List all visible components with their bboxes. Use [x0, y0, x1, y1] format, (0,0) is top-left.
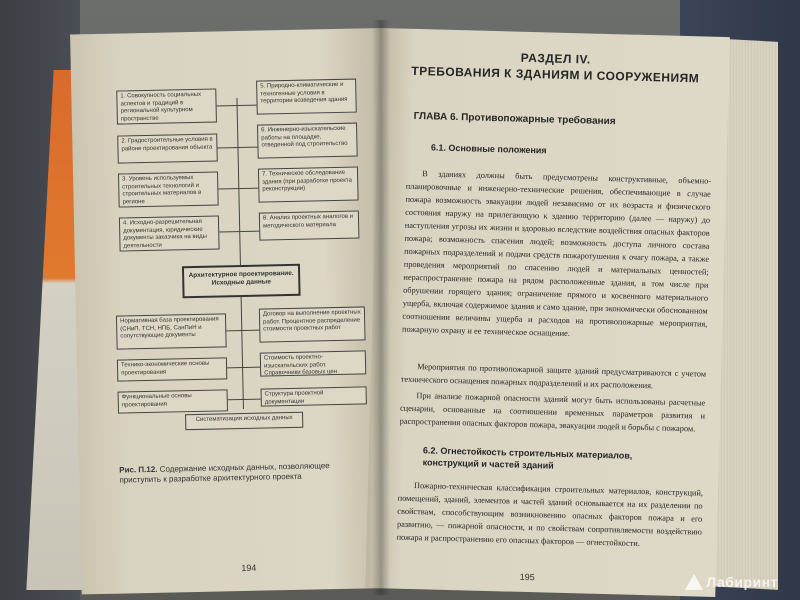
left-page [70, 28, 394, 594]
diagram-box: 4. Исходно-разрешительная документация, юридические документы заказчика на виды деятельности [119, 215, 220, 251]
diagram-bottom-box: Систематизация исходных данных [185, 412, 303, 430]
flow-diagram [96, 50, 374, 446]
connector [241, 297, 244, 409]
diagram-box: 3. Уровень используемых строительных технологий и строительных материалов в регионе [118, 171, 219, 207]
caption-text: Содержание исходных данных, позволяющее приступить к разработке архитектурного проекта [119, 461, 330, 485]
diagram-box: Структура проектной документации [261, 386, 367, 406]
chapter-title: ГЛАВА 6. Противопожарные требования [413, 110, 616, 128]
diagram-box: Нормативная база проектирования (СНиП, ТСН, НПБ, СанПиН и сопутствующие документы [116, 313, 227, 349]
subsection-title [422, 444, 632, 474]
section-title [393, 46, 719, 87]
diagram-box: Договор на выполнение проектных работ. Процентное распределение стоимости проектных работ [259, 306, 366, 342]
connector [227, 367, 260, 369]
diagram-box: Технико-экономические основы проектирования [117, 357, 227, 381]
connector [236, 98, 240, 265]
diagram-box: 2. Градостроительные условия в районе проектирования объекта [117, 133, 218, 163]
connector [226, 330, 259, 332]
diagram-box: Стоимость проектно-изыскательских работ. Справочники базовых цен [260, 350, 366, 376]
page-number: 194 [241, 562, 257, 574]
paragraph: В зданиях должны быть предусмотрены конструктивные, объемно-планировочные и инженерно-технические решения, обеспечивающие в случае пожара возможность эвакуации людей независимо от их возраста и физического состояния наружу на прилегающую к зданию территорию (далее — наружу) до наступления угрозы их жизни и здоровью вследствие воздействия опасных факторов пожара; возможность спасения людей; возможность доступа личного состава пожарных подразделений и подачи средств пожаротушения к очагу пожара, а также проведения мероприятий по спасению людей и материальных ценностей; нераспространение пожара на рядом расположенные здания, в том числе при обрушении горящего здания; ограничение прямого и косвенного материального ущерба, включая содержимое здания и само здание, при экономически обоснованном соотношении величины ущерба и расходов на противопожарные мероприятия, пожарную охрану и ее техническое оснащение. [402, 169, 712, 339]
watermark-text: Лабиринт [706, 574, 778, 590]
diagram-box: 8. Анализ проектных аналогов и методического материала [259, 211, 360, 241]
section-title-line-1: РАЗДЕЛ IV. [520, 50, 591, 67]
page-number: 195 [519, 571, 535, 583]
watermark [685, 574, 778, 590]
paragraph: При анализе пожарной опасности зданий могут быть использованы расчетные сценарии, основанные на соотношении временных параметров развития и распространения опасных факторов пожара, эвакуации людей и борьбы с пожаром. [399, 391, 706, 434]
diagram-box: 6. Инженерно-изыскательские работы на площадке, отведенной под строительство [257, 123, 358, 159]
section-title-line-2: ТРЕБОВАНИЯ К ЗДАНИЯМ И СООРУЖЕНИЯМ [411, 64, 700, 86]
right-page [365, 28, 730, 597]
subsection-title-line-1: 6.2. Огнестойкость строительных материалов, [422, 445, 633, 461]
caption-prefix: Рис. П.12. [119, 464, 158, 475]
subsection-title-line-2: конструкций и частей зданий [422, 457, 554, 471]
labyrinth-logo-icon [685, 574, 703, 590]
connector [228, 399, 261, 401]
diagram-box: 5. Природно-климатические и техногенные условия в территории возведения здания [256, 79, 357, 115]
diagram-box: 1. Совокупность социальных аспектов и традиций в региональной культурном пространстве [116, 88, 217, 124]
subsection-title: 6.1. Основные положения [430, 142, 547, 156]
diagram-box: Функциональные основы проектирования [118, 389, 228, 413]
paragraph: Мероприятия по противопожарной защите зданий предусматриваются с учетом технического оснащения пожарных подразделений и их расположения. [400, 362, 707, 391]
paragraph: Пожарно-техническая классификация строительных материалов, конструкций, помещений, зданий, элементов и частей зданий основывается на их разделении по свойствам, способствующим возникновению опасных факторов пожара и его развитию, — пожарной опасности, и по свойствам сопротивляемости воздействию пожара и распространению его опасных факторов — огнестойкости. [396, 481, 704, 548]
figure-caption [119, 461, 359, 487]
diagram-center-box: Архитектурное проектирование. Исходные данные [182, 264, 301, 298]
diagram-box: 7. Техническое обследование здания (при разработке проекта реконструкции) [258, 167, 359, 203]
book-gutter [372, 20, 390, 595]
